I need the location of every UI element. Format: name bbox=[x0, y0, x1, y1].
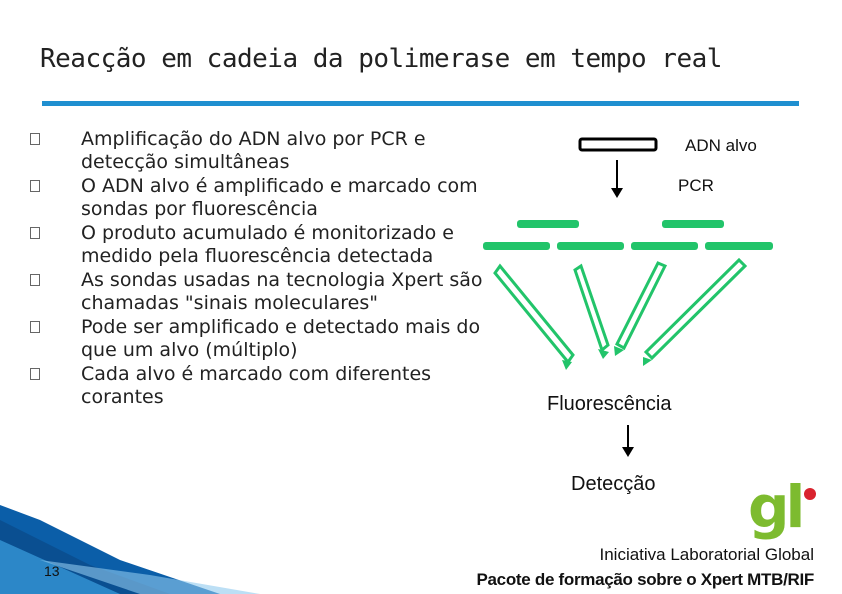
bullet-box-icon bbox=[30, 274, 40, 286]
bullet-item: Pode ser amplificado e detectado mais do que um alvo (múltiplo) bbox=[30, 316, 500, 362]
bullet-list bbox=[30, 128, 500, 410]
page-number: 13 bbox=[44, 563, 60, 579]
corner-wave-decoration bbox=[0, 505, 260, 594]
bullet-box-icon bbox=[30, 180, 40, 192]
pcr-label: PCR bbox=[678, 176, 714, 195]
footer-course-title: Pacote de formação sobre o Xpert MTB/RIF bbox=[476, 570, 814, 589]
bullet-item: O ADN alvo é amplificado e marcado com sondas por fluorescência bbox=[30, 175, 500, 221]
bullet-box-icon bbox=[30, 227, 40, 239]
target-dna-bar bbox=[580, 139, 656, 150]
detection-label: Detecção bbox=[571, 473, 656, 495]
bullet-item: O produto acumulado é monitorizado e medido pela fluorescência detectada bbox=[30, 222, 500, 268]
target-dna-label: ADN alvo bbox=[685, 136, 757, 155]
footer-organization: Iniciativa Laboratorial Global bbox=[599, 545, 814, 564]
bullet-item: Cada alvo é marcado com diferentes corantes bbox=[30, 363, 500, 409]
fluorescence-label: Fluorescência bbox=[547, 393, 672, 415]
title-underline bbox=[42, 101, 799, 106]
bullet-box-icon bbox=[30, 321, 40, 333]
bullet-item: As sondas usadas na tecnologia Xpert são chamadas "sinais moleculares" bbox=[30, 269, 500, 315]
slide-title: Reacção em cadeia da polimerase em tempo real bbox=[40, 44, 722, 74]
arrow-down-icon bbox=[622, 425, 634, 457]
gli-logo bbox=[748, 473, 832, 546]
gli-logo-wordmark: gl bbox=[748, 473, 802, 541]
bullet-box-icon bbox=[30, 133, 40, 145]
gli-logo-dot bbox=[804, 488, 816, 500]
amplified-products bbox=[483, 220, 773, 250]
bullet-box-icon bbox=[30, 368, 40, 380]
arrow-down-icon bbox=[611, 160, 623, 198]
molecular-beacon-probes bbox=[495, 260, 745, 362]
bullet-item: Amplificação do ADN alvo por PCR e detecção simultâneas bbox=[30, 128, 500, 174]
